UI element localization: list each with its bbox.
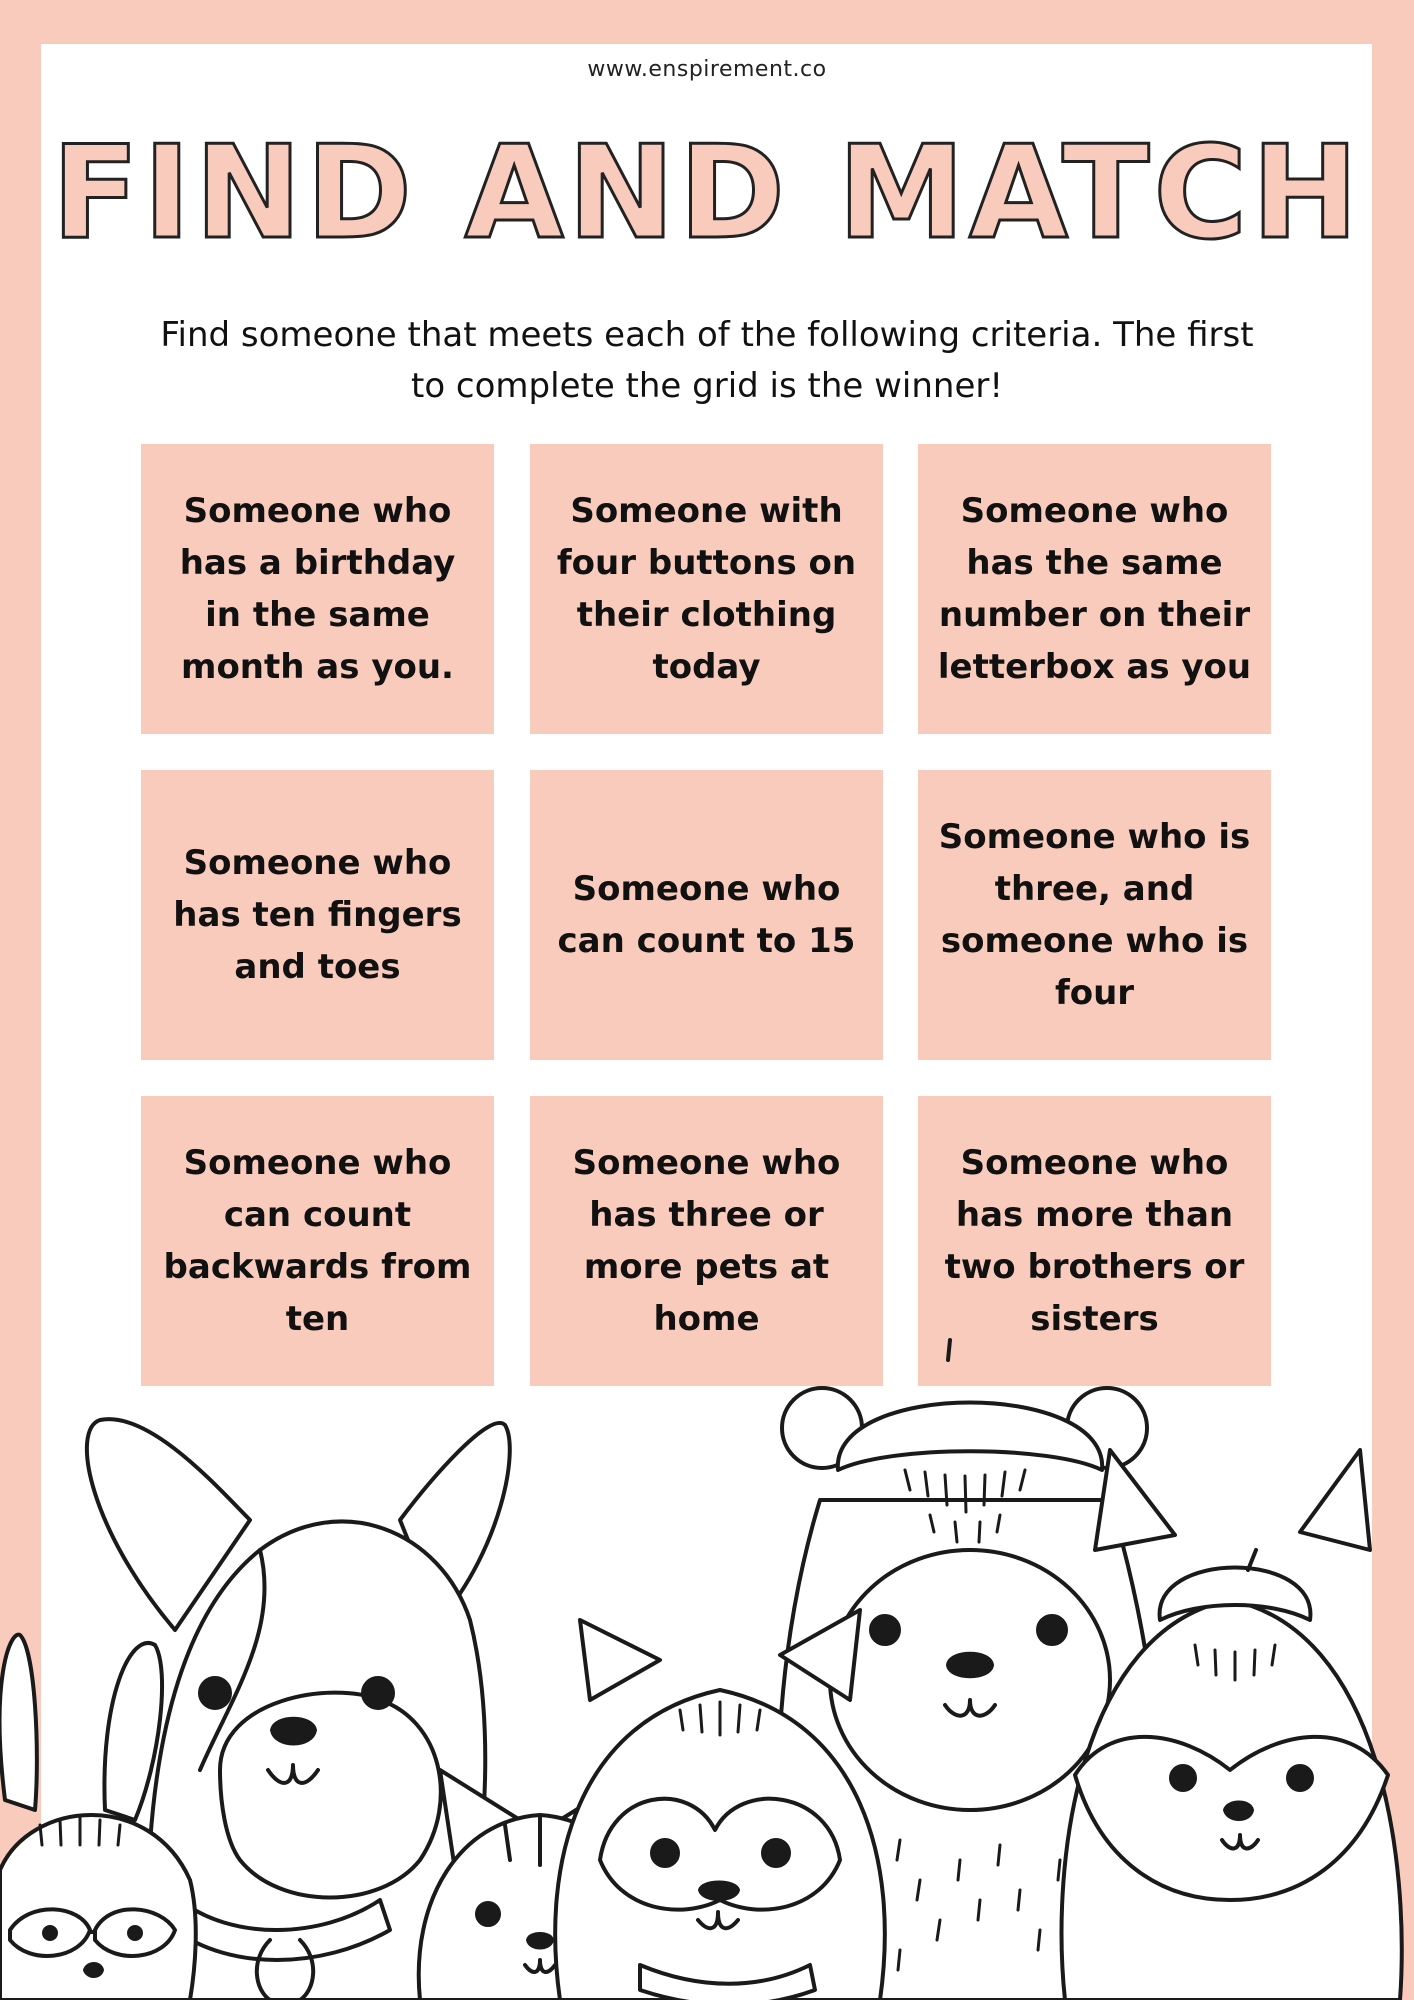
instructions-text: Find someone that meets each of the following criteria. The first to complete the grid is the winner! xyxy=(160,315,1254,406)
criteria-card: Someone who can count backwards from ten xyxy=(141,1096,494,1386)
criteria-card: Someone who has a birthday in the same month as you. xyxy=(141,444,494,734)
raccoon-icon xyxy=(555,1610,885,2000)
criteria-card: Someone who has the same number on their letterbox as you xyxy=(918,444,1271,734)
criteria-card: Someone with four buttons on their clothing today xyxy=(530,444,883,734)
page-title: FIND AND MATCH xyxy=(51,119,1363,268)
site-url: www.enspirement.co xyxy=(587,57,827,82)
criteria-card: Someone who is three, and someone who is four xyxy=(918,770,1271,1060)
animals-illustration xyxy=(0,1300,1414,2000)
criteria-card: Someone who has more than two brothers or sisters xyxy=(918,1096,1271,1386)
criteria-card: Someone who has three or more pets at home xyxy=(530,1096,883,1386)
criteria-card: Someone who can count to 15 xyxy=(530,770,883,1060)
criteria-card: Someone who has ten fingers and toes xyxy=(141,770,494,1060)
fox-icon xyxy=(1062,1450,1402,2000)
